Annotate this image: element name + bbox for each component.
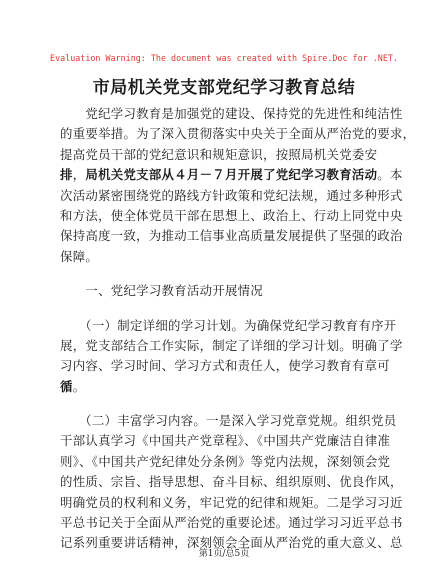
paragraph	[60, 411, 403, 554]
text-segment: 的性质、宗旨、指导思想、奋斗目标、组织原则、优良作风，	[60, 474, 403, 490]
text-segment: （二）丰富学习内容。一是深入学习党章党规。组织党员	[60, 413, 397, 429]
text-line	[60, 226, 403, 246]
text-segment: 明确党员的权利和义务，牢记党的纪律和规矩。二是学习习近	[60, 494, 403, 510]
text-line	[60, 513, 403, 533]
bold-text-segment: 循	[60, 378, 73, 394]
text-segment: （一）制定详细的学习计划。为确保党纪学习教育有序开	[60, 317, 397, 333]
text-segment: 。本	[377, 167, 403, 183]
text-line	[60, 452, 390, 472]
paragraph	[60, 316, 403, 398]
text-segment: 的重要举措。为了深入贯彻落实中央关于全面从严治党的要求，	[60, 126, 416, 142]
evaluation-warning: Evaluation Warning: The document was created with Spire.Doc for .NET.	[50, 53, 398, 63]
text-segment: 记系列重要讲话精神，深刻领会全面从严治党的重大意义、总	[60, 535, 403, 551]
bold-text-segment: 排	[60, 167, 73, 183]
text-line	[60, 472, 403, 492]
text-segment: 保持高度一致，为推动工信事业高质量发展提供了坚强的政治	[60, 228, 403, 244]
paragraph	[60, 281, 390, 301]
text-line	[60, 124, 416, 144]
text-line	[60, 145, 390, 165]
text-segment: 次活动紧密围绕党的路线方针政策和党纪法规，通过多种形式	[60, 187, 403, 203]
text-line	[60, 431, 390, 451]
page-footer: 第1页/总5页	[198, 549, 250, 559]
text-line	[60, 186, 403, 206]
text-segment: 提高党员干部的党纪意识和规矩意识，按照局机关党委安	[60, 146, 378, 162]
document-body	[60, 104, 416, 554]
text-segment: 干部认真学习《中国共产党章程》、《中国共产党廉洁自律准	[60, 433, 391, 449]
text-line	[60, 206, 403, 226]
text-segment: 习内容、学习时间、学习方式和责任人，使学习教育有章可	[60, 358, 390, 374]
paragraph-gap	[60, 267, 390, 281]
text-line	[60, 411, 397, 431]
text-line	[60, 281, 390, 301]
text-line	[60, 356, 390, 376]
text-segment: 和方法，使全体党员干部在思想上、政治上、行动上同党中央	[60, 207, 403, 223]
paragraph-gap	[60, 397, 390, 411]
text-segment: 。	[72, 378, 86, 394]
text-line	[60, 165, 403, 185]
text-line	[60, 377, 390, 397]
text-line	[60, 336, 403, 356]
bold-text-segment: 局机关党支部从４月－７月开展了党纪学习教育活动	[85, 167, 378, 183]
text-line	[60, 104, 403, 124]
paragraph	[60, 104, 416, 267]
text-segment: 一、党纪学习教育活动开展情况	[60, 283, 264, 299]
text-line	[60, 247, 390, 267]
text-segment: ，	[72, 167, 86, 183]
text-segment: 平总书记关于全面从严治党的重要论述。通过学习习近平总书	[60, 515, 403, 531]
text-line	[60, 493, 403, 513]
paragraph-gap	[60, 302, 390, 316]
text-line	[60, 316, 397, 336]
text-segment: 党纪学习教育是加强党的建设、保持党的先进性和纯洁性	[60, 106, 403, 121]
text-segment: 保障。	[60, 248, 99, 264]
text-segment: 则》、《中国共产党纪律处分条例》等党内法规，深刻领会党	[60, 453, 391, 469]
document-title: 市局机关党支部党纪学习教育总结	[92, 78, 356, 98]
text-segment: 展，党支部结合工作实际，制定了详细的学习计划。明确了学	[60, 337, 403, 353]
